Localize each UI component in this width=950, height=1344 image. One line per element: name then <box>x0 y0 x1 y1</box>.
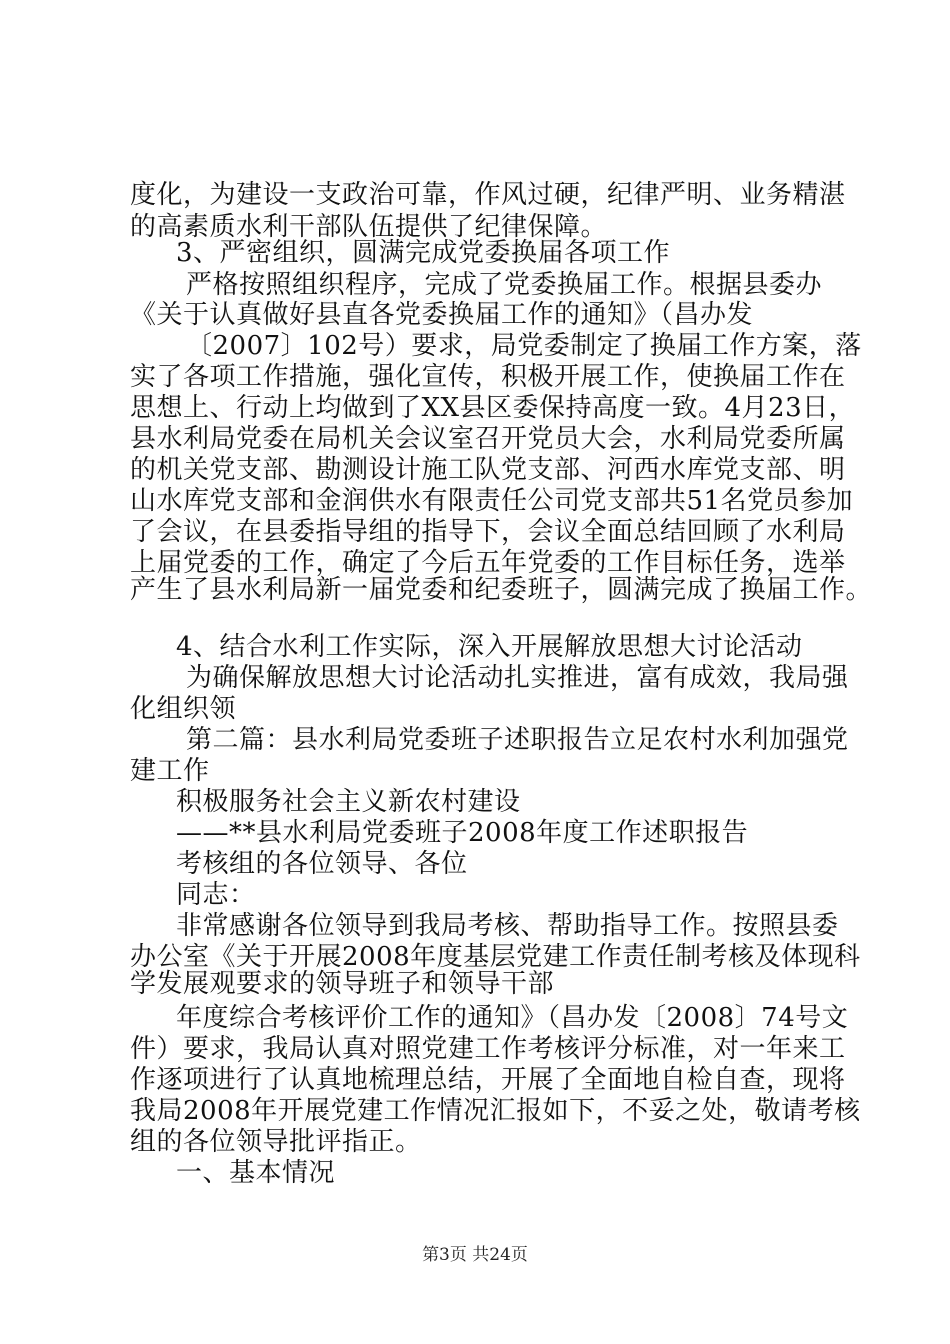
text-line: 办公室《关于开展2008年度基层党建工作责任制考核及体现科 <box>130 942 861 972</box>
text-line: 严格按照组织程序，完成了党委换届工作。根据县委办 <box>186 270 823 300</box>
text-line: 上届党委的工作，确定了今后五年党委的工作目标任务，选举 <box>130 548 846 578</box>
text-line: 产生了县水利局新一届党委和纪委班子，圆满完成了换届工作。 <box>130 575 873 605</box>
text-line: 我局2008年开展党建工作情况汇报如下，不妥之处，敬请考核 <box>130 1096 861 1126</box>
text-line: 化组织领 <box>130 694 237 724</box>
chapter-title: 建工作 <box>130 756 210 786</box>
section-heading: 一、基本情况 <box>176 1158 336 1188</box>
text-line: 考核组的各位领导、各位 <box>176 849 468 879</box>
subtitle: ——**县水利局党委班子2008年度工作述职报告 <box>176 818 749 848</box>
text-line: 〔2007〕102号）要求，局党委制定了换届工作方案，落 <box>186 331 862 361</box>
text-line: 思想上、行动上均做到了XX县区委保持高度一致。4月23日， <box>130 393 856 423</box>
text-line: 件）要求，我局认真对照党建工作考核评分标准，对一年来工 <box>130 1034 846 1064</box>
text-line: 山水库党支部和金润供水有限责任公司党支部共51名党员参加 <box>130 486 854 516</box>
text-line: 作逐项进行了认真地梳理总结，开展了全面地自检自查，现将 <box>130 1065 846 1095</box>
text-line: 同志： <box>176 880 256 910</box>
text-line: 实了各项工作措施，强化宣传，积极开展工作，使换届工作在 <box>130 362 846 392</box>
text-line: 积极服务社会主义新农村建设 <box>176 787 521 817</box>
section-heading: 3、严密组织，圆满完成党委换届各项工作 <box>176 238 671 268</box>
chapter-title: 第二篇：县水利局党委班子述职报告立足农村水利加强党 <box>186 725 849 755</box>
page-footer: 第3页 共24页 <box>422 1245 528 1265</box>
section-heading: 4、结合水利工作实际，深入开展解放思想大讨论活动 <box>176 632 803 662</box>
text-line: 的机关党支部、勘测设计施工队党支部、河西水库党支部、明 <box>130 455 846 485</box>
text-line: 为确保解放思想大讨论活动扎实推进，富有成效，我局强 <box>186 663 849 693</box>
text-line: 非常感谢各位领导到我局考核、帮助指导工作。按照县委 <box>176 911 839 941</box>
text-line: 的高素质水利干部队伍提供了纪律保障。 <box>130 212 608 242</box>
text-line: 年度综合考核评价工作的通知》（昌办发〔2008〕74号文 <box>176 1003 849 1033</box>
text-line: 组的各位领导批评指正。 <box>130 1127 422 1157</box>
text-line: 了会议，在县委指导组的指导下，会议全面总结回顾了水利局 <box>130 517 846 547</box>
text-line: 度化，为建设一支政治可靠，作风过硬，纪律严明、业务精湛 <box>130 180 846 210</box>
text-line: 县水利局党委在局机关会议室召开党员大会，水利局党委所属 <box>130 424 846 454</box>
text-line: 《关于认真做好县直各党委换届工作的通知》（昌办发 <box>130 300 754 330</box>
text-line: 学发展观要求的领导班子和领导干部 <box>130 969 555 999</box>
